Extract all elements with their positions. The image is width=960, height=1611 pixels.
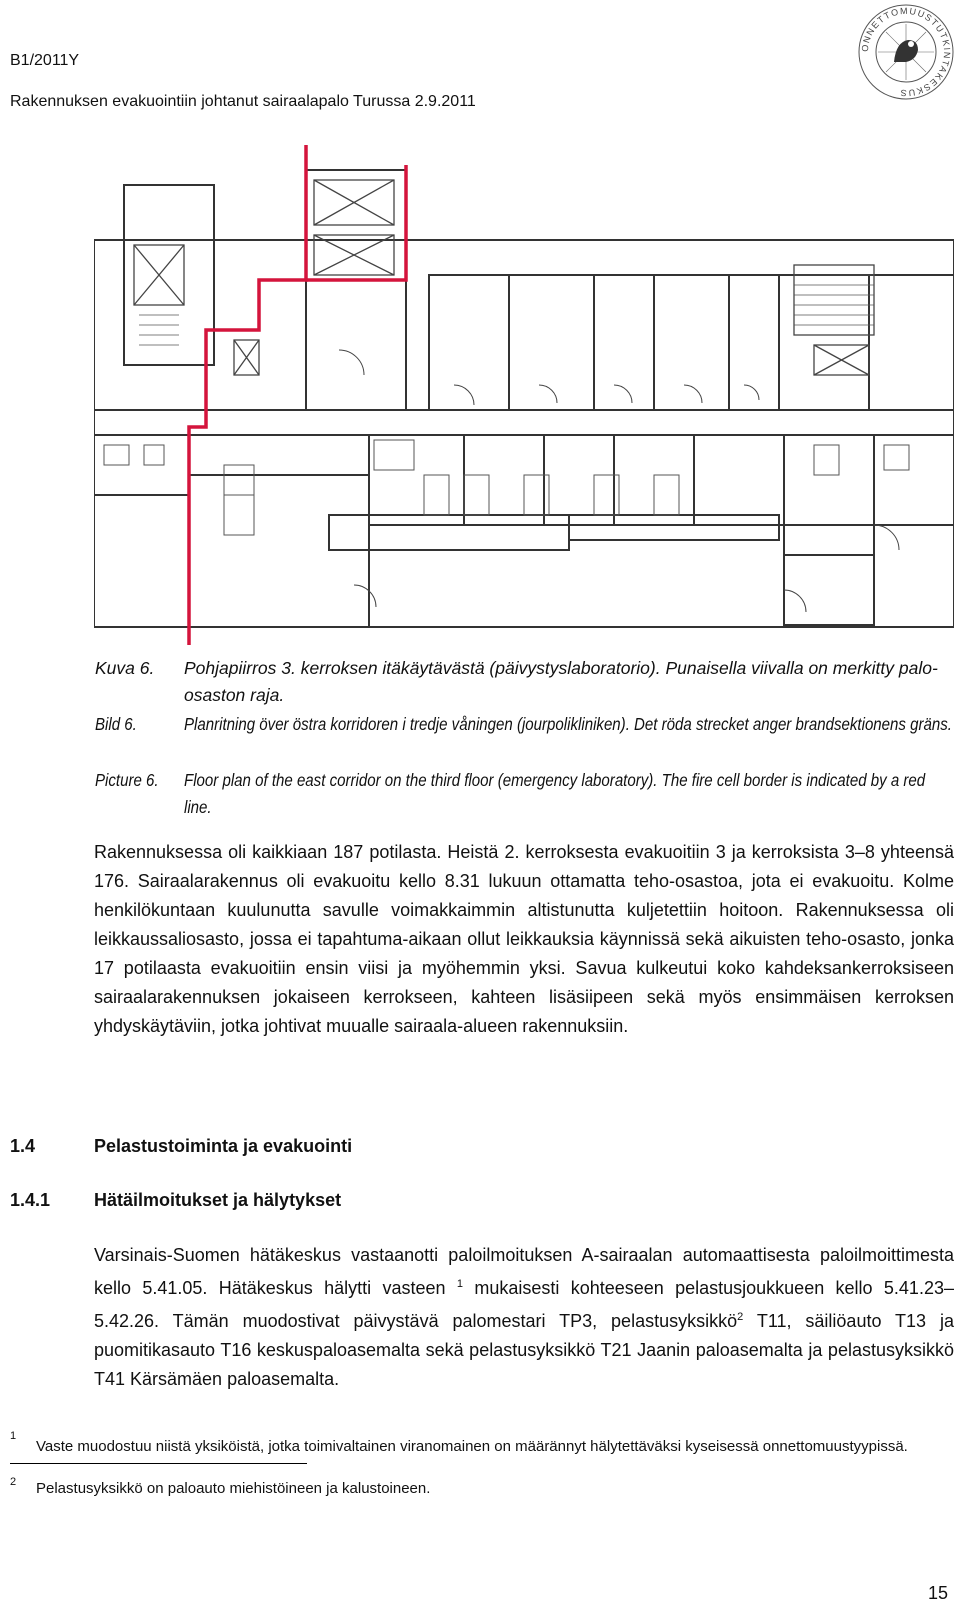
section-title-1-4: Pelastustoiminta ja evakuointi [94, 1136, 353, 1156]
section-number-1-4-1: 1.4.1 [10, 1190, 51, 1210]
footnote-ref-1[interactable]: 1 [456, 1278, 463, 1290]
paragraph-alarms [94, 1241, 954, 1394]
caption-text-sv: Planritning över östra korridoren i tredje våningen (jourpolikliniken). Det röda strecket anger brandsektionens gräns. [184, 714, 952, 734]
caption-text-fi: Pohjapiirros 3. kerroksen itäkäytävästä (päivystyslaboratorio). Punaisella viivalla on merkitty palo-osaston raja. [184, 658, 938, 705]
paragraph-alarms-part2: mukaisesti kohteeseen pelastusjoukkueen kello 5.41.23–5.42.26. Tämän muodostivat päivystävä palomestari TP3, pelastusyksikkö [94, 1278, 954, 1331]
paragraph-alarms-part1: Varsinais-Suomen hätäkeskus vastaanotti paloilmoituksen A-sairaalan automaattisesta paloilmoittimesta kello 5.41.05. Hätäkeskus hälytti vasteen [94, 1245, 954, 1298]
caption-text-en: Floor plan of the east corridor on the third floor (emergency laboratory). The fire cell border is indicated by a red line. [184, 770, 926, 817]
caption-label-fi: Kuva 6. [95, 658, 155, 678]
section-number-1-4: 1.4 [10, 1136, 36, 1156]
footnote-number-2: 2 [10, 1476, 17, 1488]
footnote-text-1: Vaste muodostuu niistä yksiköistä, jotka toimivaltainen viranomainen on määrännyt hälytettäväksi kyseisessä onnettomuustyypissä. [36, 1438, 908, 1455]
footnote-text-2: Pelastusyksikkö on paloauto miehistöineen ja kalustoineen. [36, 1480, 431, 1497]
svg-text:ONNETTOMUUSTUTKINTAKESKUS: ONNETTOMUUSTUTKINTAKESKUS [859, 5, 953, 99]
document-id: B1/2011Y [10, 52, 80, 69]
caption-label-sv: Bild 6. [95, 714, 137, 734]
footnote-separator [10, 1463, 307, 1464]
document-title: Rakennuksen evakuointiin johtanut sairaalapalo Turussa 2.9.2011 [10, 93, 476, 110]
investigation-authority-seal-logo [856, 2, 956, 102]
page-number: 15 [927, 1583, 948, 1603]
paragraph-evacuation-summary: Rakennuksessa oli kaikkiaan 187 potilasta. Heistä 2. kerroksesta evakuoitiin 3 ja kerroksista 3–8 yhteensä 176. Sairaalarakennus oli evakuoitu kello 8.31 lukuun ottamatta teho-osastoa, jota ei evakuoitu. Kolme henkilökuntaan kuulunutta savulle voimakkaimmin altistunutta kuljetettiin hoitoon. Rakennuksessa oli leikkaussaliosasto, jossa ei tapahtuma-aikaan ollut leikkauksia käynnissä sekä aikuisten teho-osasto, jonka 17 potilaasta evakuoitiin ensin viisi ja myöhemmin yksi. Savua kulkeutui koko kahdeksankerroksiseen sairaalarakennuksen jokaiseen kerrokseen, kahteen lisäsiipeen sekä myös ensimmäisen kerroksen yhdyskäytäviin, jotka johtivat muualle sairaala-alueen rakennuksiin. [94, 842, 954, 1036]
caption-label-en: Picture 6. [95, 770, 159, 790]
paragraph-alarms-part3: T11, säiliöauto T13 ja puomitikasauto T16 keskuspaloasemalta sekä pelastusyksikkö T21 Jaanin paloasemalta ja pelastusyksikkö T41 Kärsämäen paloasemalta. [94, 1311, 954, 1389]
floor-plan-diagram [94, 145, 954, 645]
section-title-1-4-1: Hätäilmoitukset ja hälytykset [94, 1190, 342, 1210]
footnote-number-1: 1 [10, 1430, 17, 1442]
footnote-ref-2[interactable]: 2 [737, 1311, 744, 1323]
